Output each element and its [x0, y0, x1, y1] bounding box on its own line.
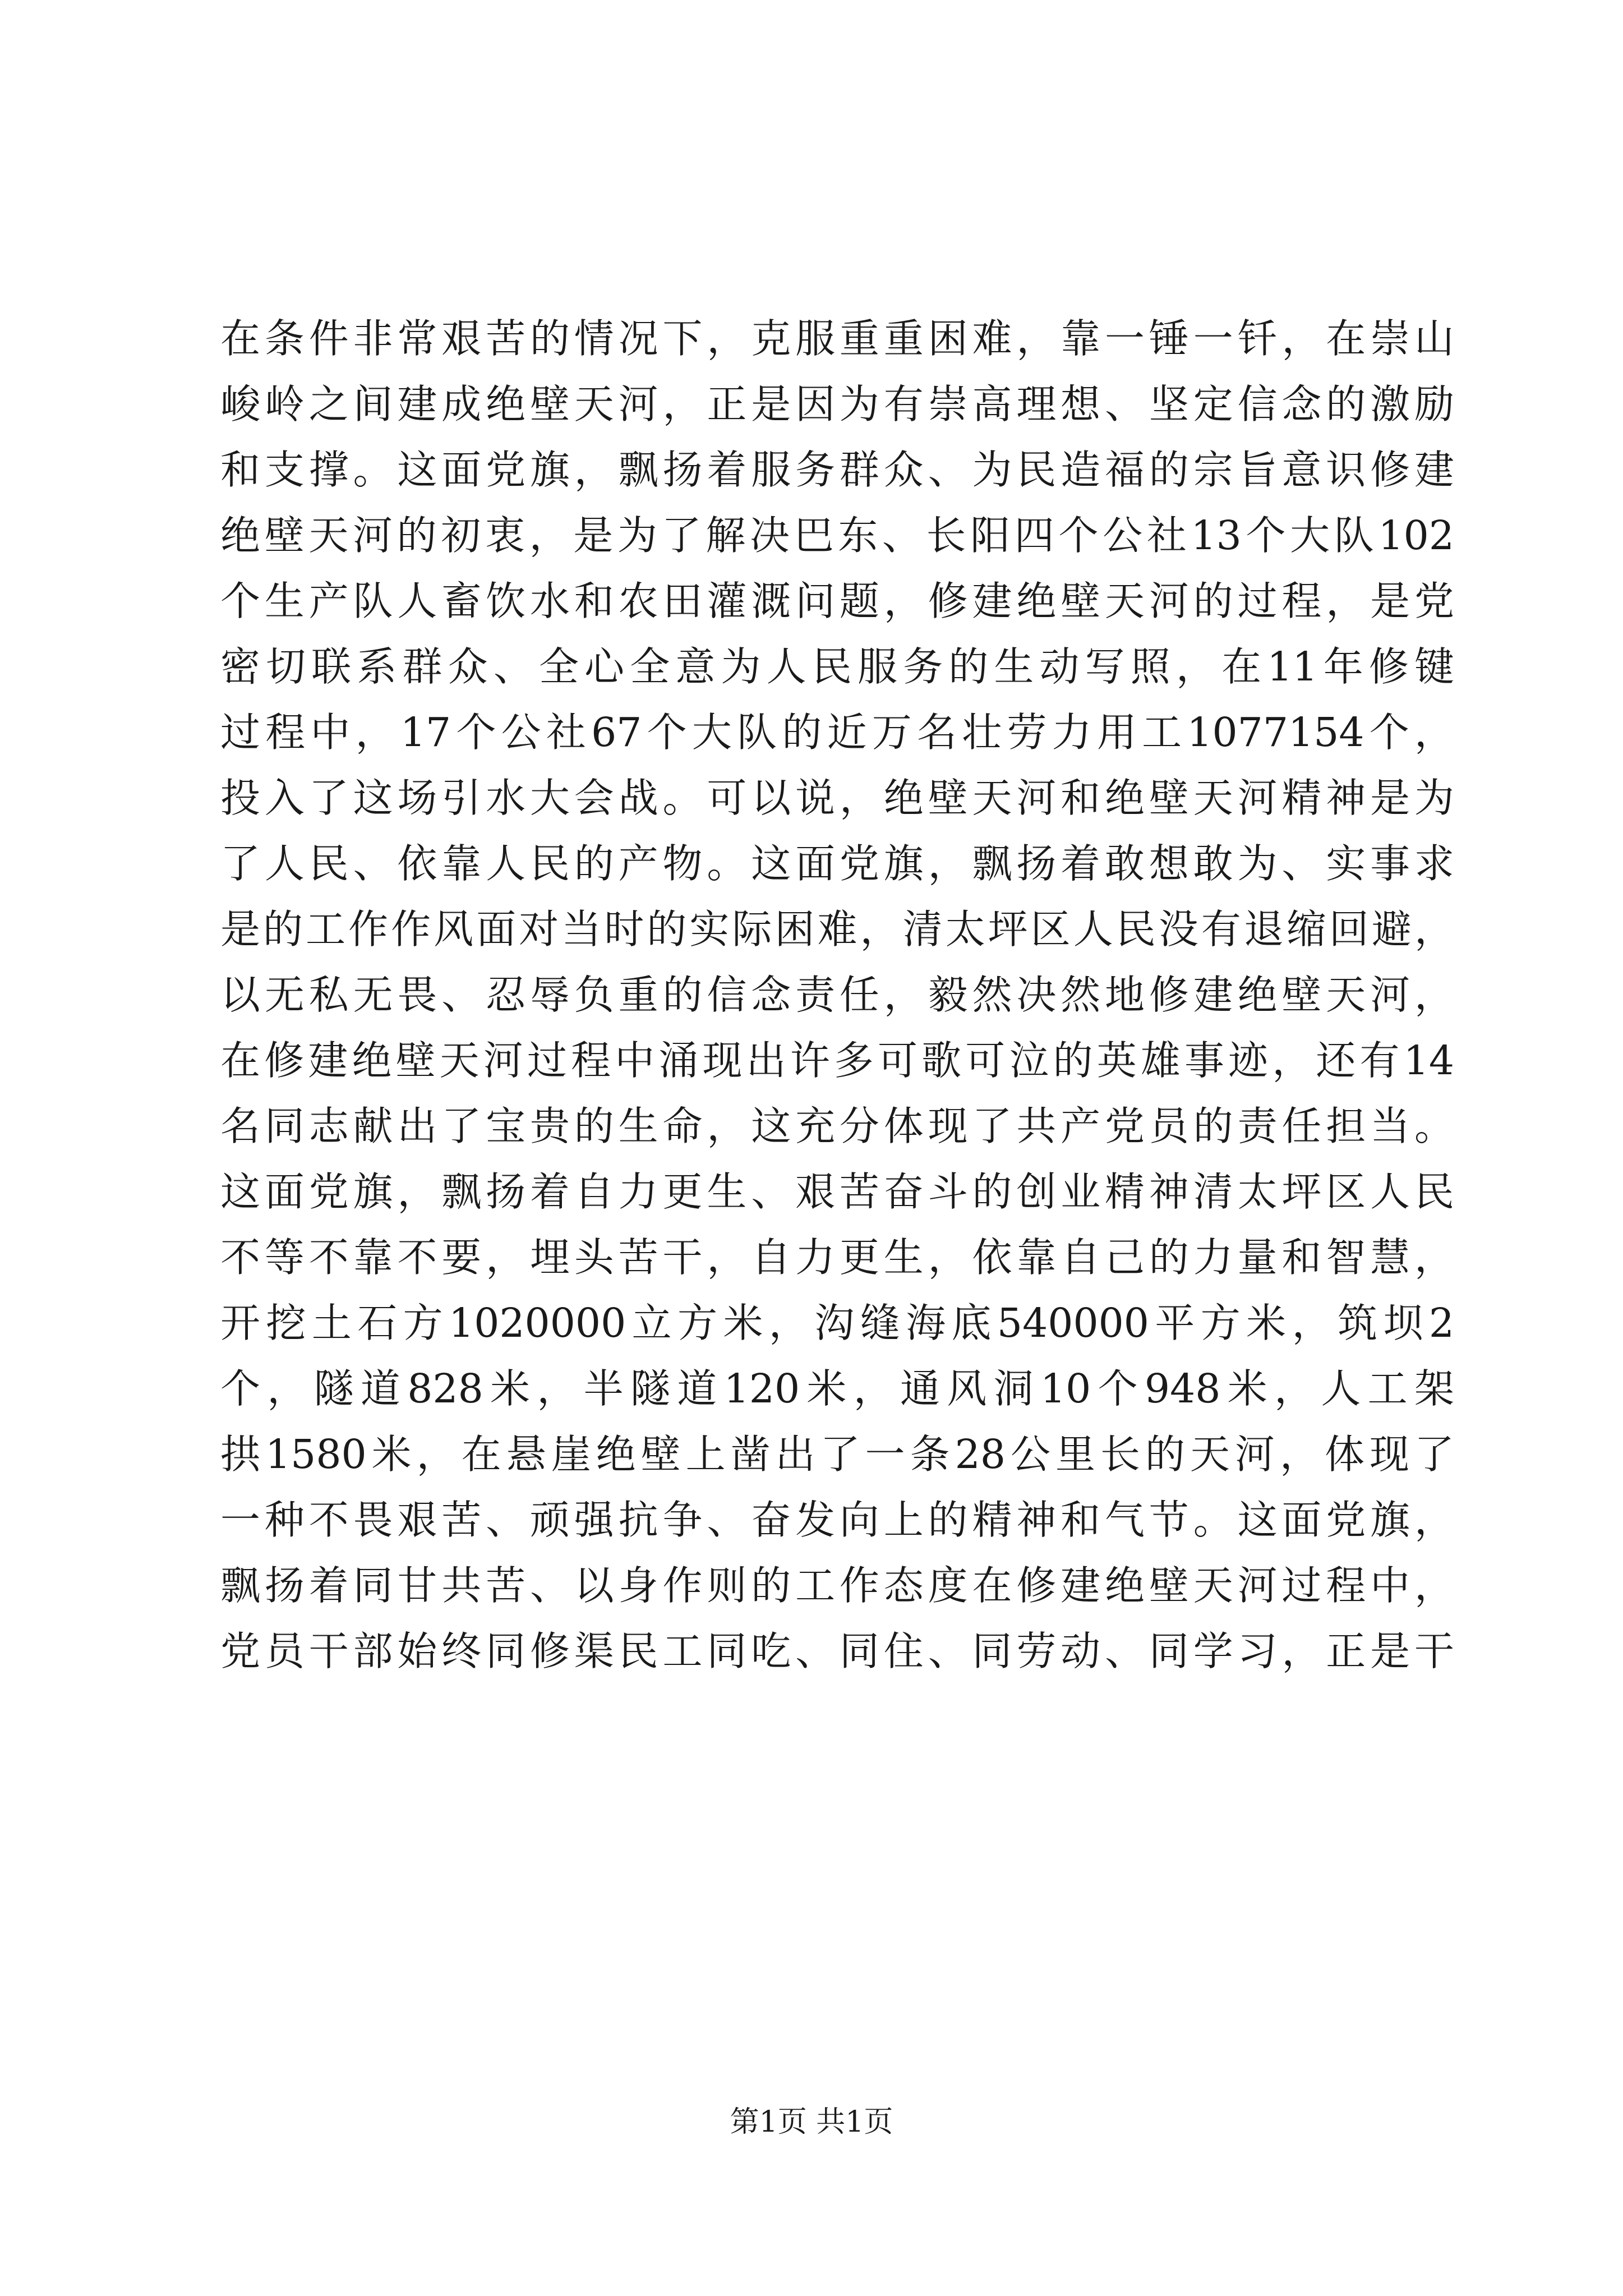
- text-line: 拱1580米，在悬崖绝壁上凿出了一条28公里长的天河，体现了: [220, 1431, 1454, 1478]
- text-line: 和支撑。这面党旗，飘扬着服务群众、为民造福的宗旨意识修建: [220, 447, 1454, 493]
- text-line: 投入了这场引水大会战。可以说，绝壁天河和绝壁天河精神是为: [220, 775, 1454, 821]
- text-line: 个，隧道828米，半隧道120米，通风洞10个948米，人工架: [220, 1365, 1454, 1412]
- text-line: 个生产队人畜饮水和农田灌溉问题，修建绝壁天河的过程，是党: [220, 578, 1454, 624]
- text-line: 党员干部始终同修渠民工同吃、同住、同劳动、同学习，正是干: [220, 1628, 1454, 1674]
- text-line: 了人民、依靠人民的产物。这面党旗，飘扬着敢想敢为、实事求: [220, 840, 1454, 887]
- text-line: 峻岭之间建成绝壁天河，正是因为有崇高理想、坚定信念的激励: [220, 381, 1454, 427]
- text-line: 名同志献出了宝贵的生命，这充分体现了共产党员的责任担当。: [220, 1103, 1454, 1149]
- page-footer: 第1页 共1页: [730, 2105, 893, 2139]
- body-paragraph: [220, 306, 1454, 1684]
- text-line: 密切联系群众、全心全意为人民服务的生动写照，在11年修键: [220, 643, 1454, 690]
- text-line: 这面党旗，飘扬着自力更生、艰苦奋斗的创业精神清太坪区人民: [220, 1168, 1454, 1215]
- text-line: 是的工作作风面对当时的实际困难，清太坪区人民没有退缩回避，: [220, 906, 1454, 953]
- text-line: 过程中，17个公社67个大队的近万名壮劳力用工1077154个，: [220, 709, 1454, 756]
- text-line: 在条件非常艰苦的情况下，克服重重困难，靠一锤一钎，在崇山: [220, 315, 1454, 362]
- text-line: 不等不靠不要，埋头苦干，自力更生，依靠自己的力量和智慧，: [220, 1234, 1454, 1281]
- text-line: 以无私无畏、忍辱负重的信念责任，毅然决然地修建绝壁天河，: [220, 972, 1454, 1018]
- text-line: 在修建绝壁天河过程中涌现出许多可歌可泣的英雄事迹，还有14: [220, 1037, 1454, 1084]
- text-line: 开挖土石方1020000立方米，沟缝海底540000平方米，筑坝2: [220, 1300, 1454, 1346]
- text-line: 一种不畏艰苦、顽强抗争、奋发向上的精神和气节。这面党旗，: [220, 1497, 1454, 1543]
- text-line: 绝壁天河的初衷，是为了解决巴东、长阳四个公社13个大队102: [220, 512, 1454, 559]
- text-line: 飘扬着同甘共苦、以身作则的工作态度在修建绝壁天河过程中，: [220, 1562, 1454, 1609]
